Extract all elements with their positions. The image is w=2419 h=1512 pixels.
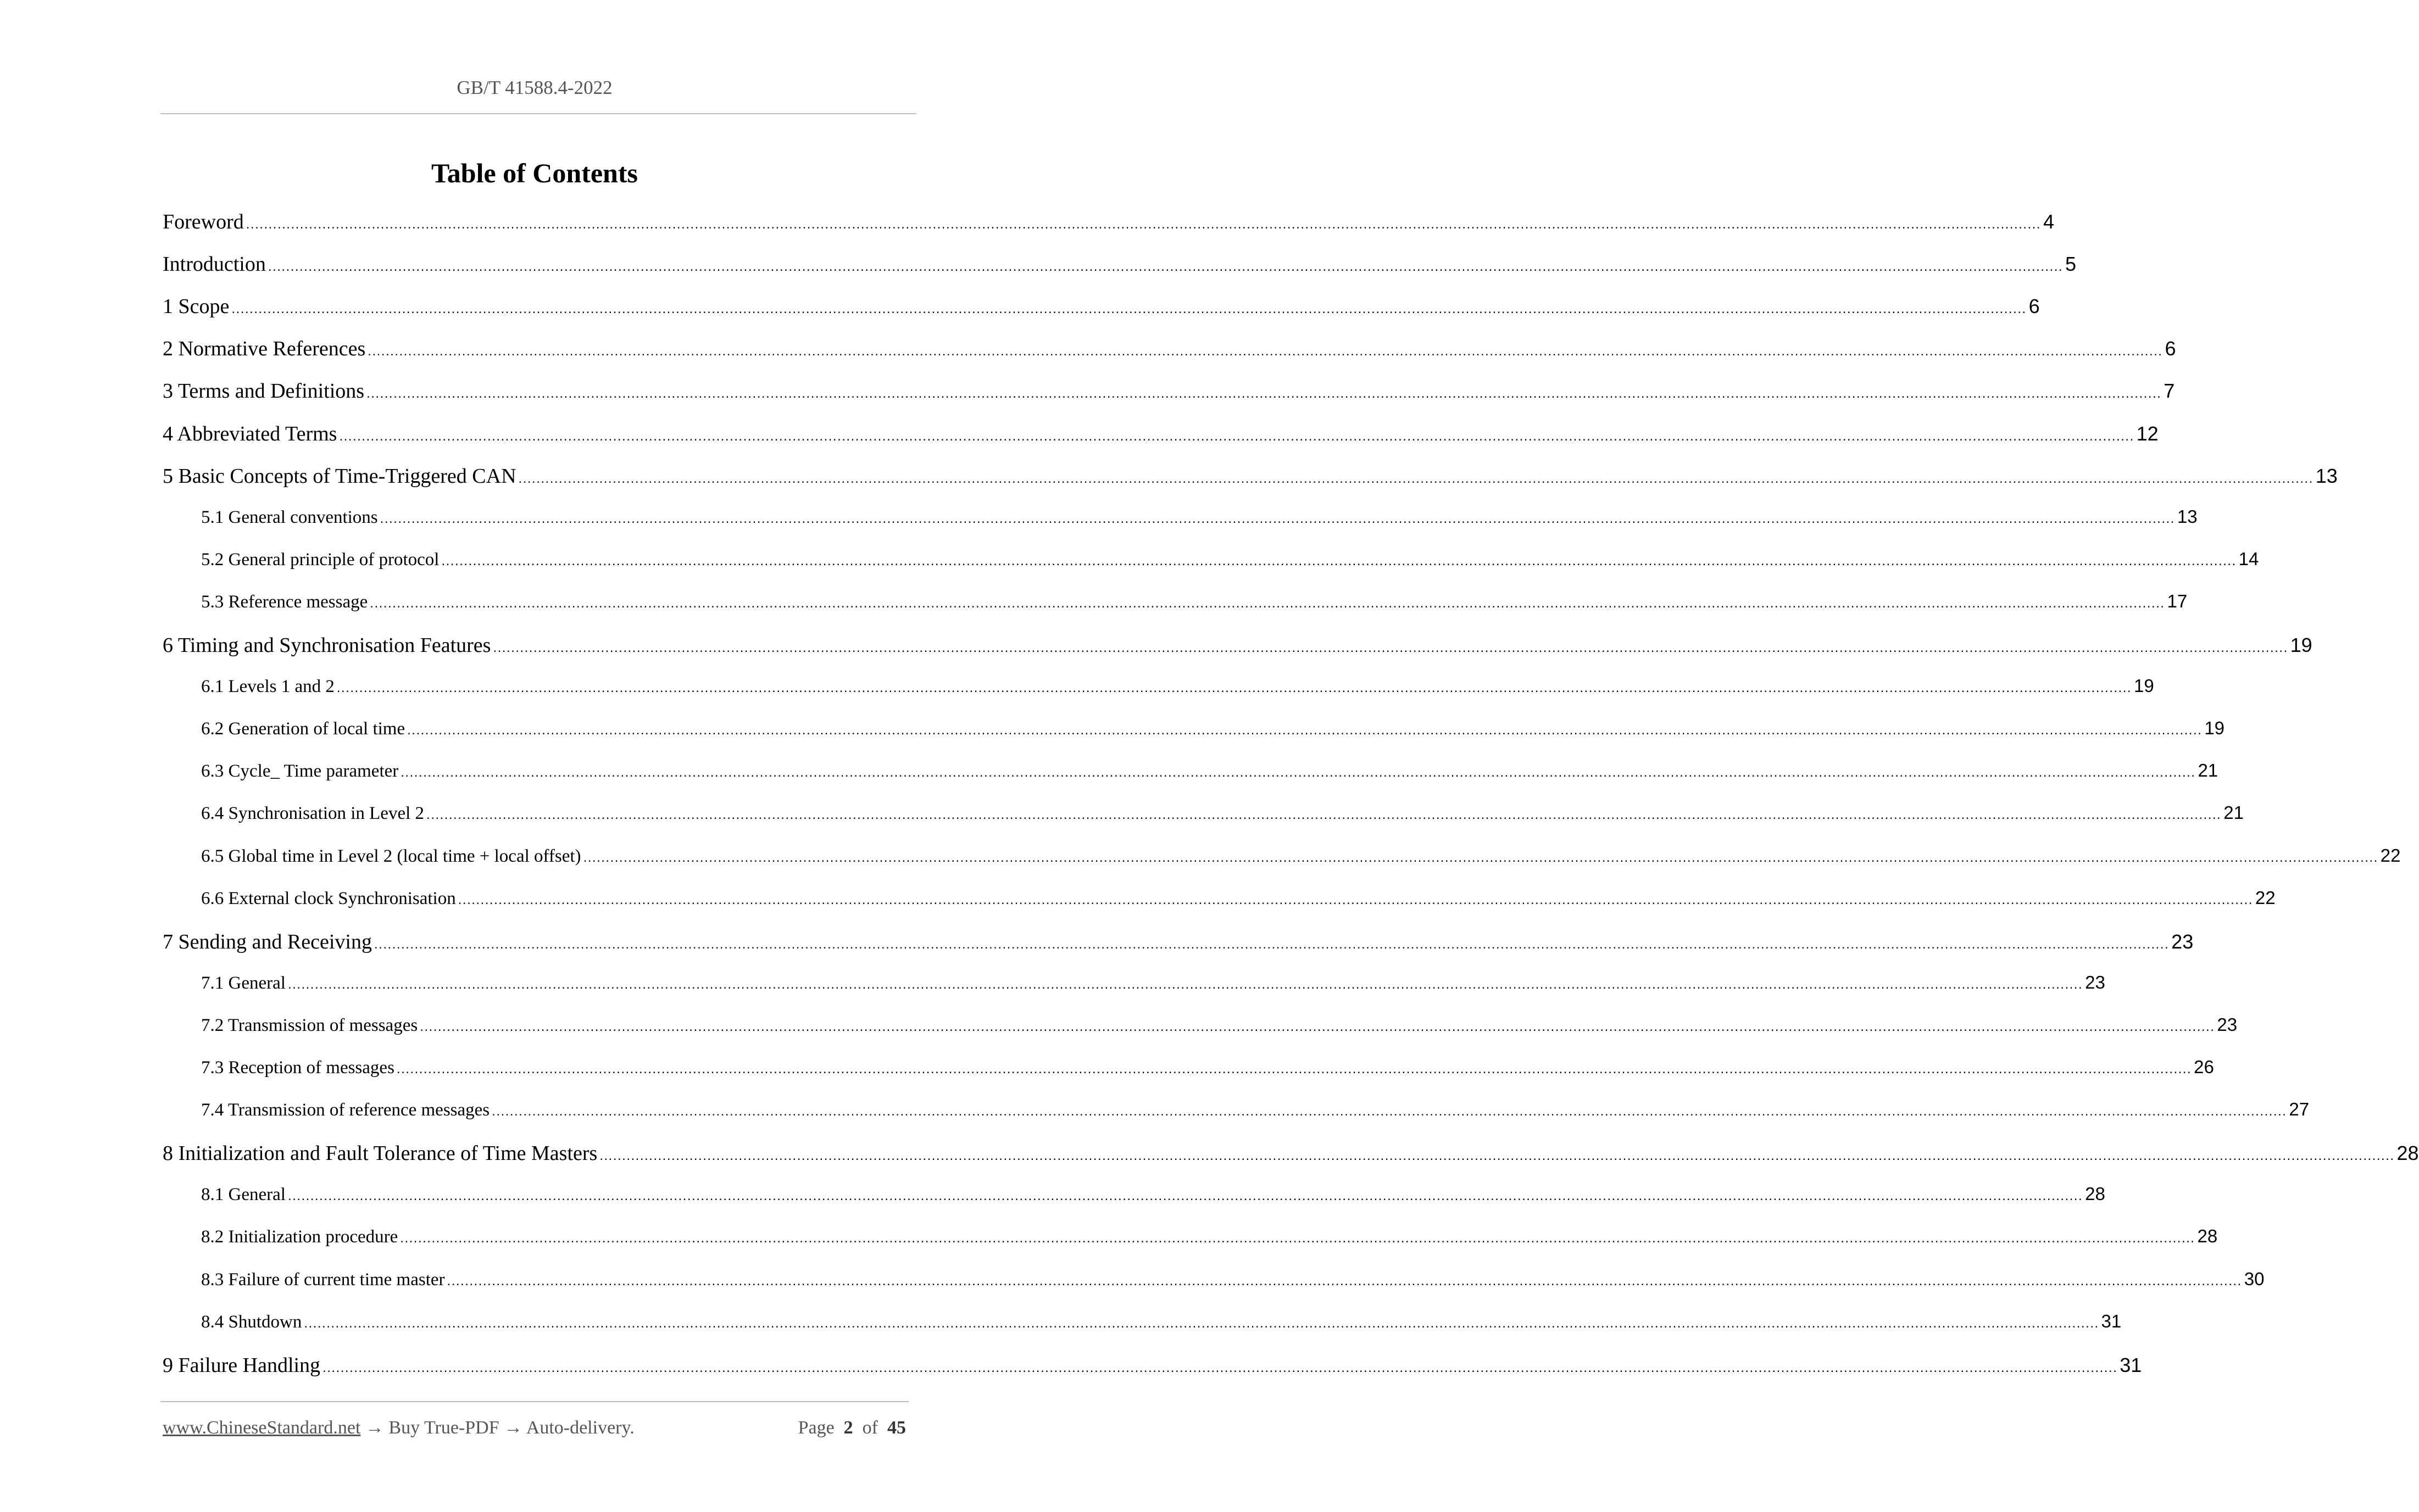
toc-entry-label: 5.2 General principle of protocol bbox=[201, 549, 440, 570]
toc-entry[interactable] bbox=[201, 676, 2154, 697]
toc-leader-dots: ................................................................................................................................................................................................................................................................................................................................................................................................................ bbox=[231, 302, 2027, 317]
buy-text: Buy True-PDF bbox=[388, 1418, 499, 1438]
toc-entry-page: 23 bbox=[2085, 972, 2105, 992]
toc-entry-label: 5 Basic Concepts of Time-Triggered CAN bbox=[163, 464, 516, 488]
toc-entry-page: 30 bbox=[2244, 1268, 2265, 1289]
toc-entry[interactable] bbox=[201, 1099, 2310, 1120]
toc-leader-dots: ................................................................................................................................................................................................................................................................................................................................................................................................................ bbox=[287, 1189, 2083, 1204]
page-word: Page bbox=[798, 1418, 835, 1438]
toc-leader-dots: ................................................................................................................................................................................................................................................................................................................................................................................................................ bbox=[400, 1231, 2195, 1246]
toc-entry[interactable] bbox=[163, 379, 2175, 403]
toc-entry-label: 7.3 Reception of messages bbox=[201, 1058, 394, 1078]
toc-entry-page: 26 bbox=[2194, 1057, 2214, 1077]
toc-entry-label: 8.1 General bbox=[201, 1185, 286, 1205]
toc-entry-label: 6 Timing and Synchronisation Features bbox=[163, 634, 491, 657]
toc-entry[interactable] bbox=[201, 1057, 2214, 1078]
toc-leader-dots: ................................................................................................................................................................................................................................................................................................................................................................................................................ bbox=[492, 1104, 2287, 1119]
toc-entry-page: 17 bbox=[2167, 590, 2188, 611]
toc-entry[interactable] bbox=[163, 422, 2159, 446]
toc-entry[interactable] bbox=[201, 760, 2218, 782]
toc-entry-page: 28 bbox=[2085, 1184, 2105, 1204]
toc-entry-label: 7 Sending and Receiving bbox=[163, 930, 372, 953]
toc-entry-page: 6 bbox=[2028, 295, 2040, 318]
footer-divider bbox=[160, 1401, 909, 1402]
toc-entry[interactable] bbox=[163, 1141, 2419, 1165]
toc-entry-label: 3 Terms and Definitions bbox=[163, 380, 365, 403]
toc-entry-page: 6 bbox=[2165, 337, 2176, 360]
toc-entry[interactable] bbox=[163, 252, 2077, 276]
toc-entry-label: 6.3 Cycle_ Time parameter bbox=[201, 761, 399, 782]
toc-leader-dots: ................................................................................................................................................................................................................................................................................................................................................................................................................ bbox=[339, 428, 2134, 444]
arrow-right-icon: → bbox=[504, 1418, 523, 1438]
toc-leader-dots: ................................................................................................................................................................................................................................................................................................................................................................................................................ bbox=[287, 977, 2083, 992]
toc-entry[interactable] bbox=[163, 294, 2040, 319]
page-total: 45 bbox=[887, 1418, 906, 1438]
toc-leader-dots: ................................................................................................................................................................................................................................................................................................................................................................................................................ bbox=[458, 892, 2253, 907]
toc-entry-label: Introduction bbox=[163, 253, 266, 276]
toc-entry-label: 6.4 Synchronisation in Level 2 bbox=[201, 804, 425, 824]
toc-leader-dots: ................................................................................................................................................................................................................................................................................................................................................................................................................ bbox=[599, 1148, 2395, 1164]
toc-leader-dots: ................................................................................................................................................................................................................................................................................................................................................................................................................ bbox=[304, 1315, 2099, 1331]
toc-entry-label: 4 Abbreviated Terms bbox=[163, 422, 337, 445]
toc-leader-dots: ................................................................................................................................................................................................................................................................................................................................................................................................................ bbox=[441, 553, 2237, 568]
toc-entry-page: 12 bbox=[2136, 422, 2159, 445]
footer-promo bbox=[163, 1418, 635, 1438]
toc-entry[interactable] bbox=[201, 1014, 2238, 1036]
toc-entry-page: 28 bbox=[2197, 1226, 2218, 1247]
toc-entry-label: 8.2 Initialization procedure bbox=[201, 1227, 398, 1247]
toc-leader-dots: ................................................................................................................................................................................................................................................................................................................................................................................................................ bbox=[493, 640, 2288, 655]
toc-entry[interactable] bbox=[201, 590, 2188, 612]
toc-entry[interactable] bbox=[201, 845, 2401, 867]
toc-entry-label: 7.2 Transmission of messages bbox=[201, 1015, 418, 1035]
page-title: Table of Contents bbox=[431, 158, 638, 188]
page-of: of bbox=[862, 1418, 878, 1438]
toc-entry-page: 22 bbox=[2255, 887, 2276, 908]
toc-entry-page: 21 bbox=[2223, 802, 2244, 823]
arrow-right-icon: → bbox=[365, 1418, 384, 1438]
toc-entry-page: 19 bbox=[2134, 676, 2154, 696]
toc-entry-page: 21 bbox=[2198, 760, 2218, 781]
toc-leader-dots: ................................................................................................................................................................................................................................................................................................................................................................................................................ bbox=[380, 511, 2175, 526]
toc-entry-page: 13 bbox=[2315, 464, 2338, 487]
toc-entry[interactable] bbox=[163, 1353, 2142, 1377]
toc-entry[interactable] bbox=[201, 548, 2259, 570]
toc-entry-label: 1 Scope bbox=[163, 295, 230, 319]
toc-entry-page: 27 bbox=[2289, 1099, 2310, 1120]
delivery-text: Auto-delivery. bbox=[526, 1418, 635, 1438]
toc-entry[interactable] bbox=[201, 1226, 2218, 1247]
website-link[interactable]: www.ChineseStandard.net bbox=[163, 1418, 361, 1438]
toc-entry[interactable] bbox=[163, 633, 2312, 657]
toc-entry-page: 5 bbox=[2065, 253, 2077, 276]
toc-entry[interactable] bbox=[163, 337, 2176, 361]
toc-leader-dots: ................................................................................................................................................................................................................................................................................................................................................................................................................ bbox=[366, 386, 2162, 401]
toc-leader-dots: ................................................................................................................................................................................................................................................................................................................................................................................................................ bbox=[246, 217, 2041, 232]
toc-entry-page: 4 bbox=[2043, 210, 2054, 233]
toc-entry-label: 8.3 Failure of current time master bbox=[201, 1269, 445, 1290]
toc-leader-dots: ................................................................................................................................................................................................................................................................................................................................................................................................................ bbox=[396, 1062, 2192, 1076]
toc-entry-label: 6.5 Global time in Level 2 (local time + local offset) bbox=[201, 846, 581, 866]
toc-leader-dots: ................................................................................................................................................................................................................................................................................................................................................................................................................ bbox=[336, 680, 2132, 696]
toc-entry-label: 7.1 General bbox=[201, 973, 286, 993]
toc-entry[interactable] bbox=[201, 887, 2276, 909]
page-number bbox=[798, 1418, 906, 1438]
toc-entry-page: 13 bbox=[2177, 506, 2198, 527]
toc-leader-dots: ................................................................................................................................................................................................................................................................................................................................................................................................................ bbox=[401, 765, 2196, 780]
toc-entry-page: 22 bbox=[2380, 845, 2401, 866]
toc-entry-label: 5.1 General conventions bbox=[201, 507, 378, 527]
toc-entry[interactable] bbox=[201, 506, 2198, 528]
toc-leader-dots: ................................................................................................................................................................................................................................................................................................................................................................................................................ bbox=[518, 471, 2314, 486]
toc-entry[interactable] bbox=[163, 464, 2338, 488]
toc-entry[interactable] bbox=[201, 718, 2225, 739]
toc-leader-dots: ................................................................................................................................................................................................................................................................................................................................................................................................................ bbox=[322, 1360, 2118, 1375]
toc-entry-page: 28 bbox=[2396, 1142, 2419, 1165]
toc-entry[interactable] bbox=[201, 1268, 2265, 1290]
toc-entry-label: 9 Failure Handling bbox=[163, 1353, 321, 1377]
toc-entry[interactable] bbox=[201, 1184, 2105, 1205]
toc-entry-label: 8 Initialization and Fault Tolerance of Time Masters bbox=[163, 1142, 598, 1165]
toc-entry[interactable] bbox=[163, 930, 2194, 954]
toc-entry[interactable] bbox=[201, 1310, 2122, 1332]
toc-entry-label: 2 Normative References bbox=[163, 337, 366, 361]
header-divider bbox=[160, 113, 916, 114]
toc-entry-label: 6.6 External clock Synchronisation bbox=[201, 888, 456, 908]
toc-entry-label: 5.3 Reference message bbox=[201, 592, 368, 612]
toc-leader-dots: ................................................................................................................................................................................................................................................................................................................................................................................................................ bbox=[583, 850, 2378, 865]
page-current: 2 bbox=[843, 1418, 853, 1438]
toc-leader-dots: ................................................................................................................................................................................................................................................................................................................................................................................................................ bbox=[447, 1273, 2242, 1288]
toc-leader-dots: ................................................................................................................................................................................................................................................................................................................................................................................................................ bbox=[420, 1019, 2215, 1034]
toc-leader-dots: ................................................................................................................................................................................................................................................................................................................................................................................................................ bbox=[368, 344, 2163, 359]
running-header: GB/T 41588.4-2022 bbox=[457, 77, 613, 98]
toc-entry-page: 19 bbox=[2290, 634, 2312, 656]
toc-entry[interactable] bbox=[201, 802, 2244, 824]
toc-entry-label: 6.2 Generation of local time bbox=[201, 719, 405, 739]
toc-entry-label: Foreword bbox=[163, 210, 244, 233]
toc-leader-dots: ................................................................................................................................................................................................................................................................................................................................................................................................................ bbox=[407, 723, 2203, 738]
toc-entry-page: 14 bbox=[2238, 548, 2259, 569]
toc-entry-label: 8.4 Shutdown bbox=[201, 1312, 302, 1332]
toc-leader-dots: ................................................................................................................................................................................................................................................................................................................................................................................................................ bbox=[370, 595, 2165, 611]
toc-entry[interactable] bbox=[201, 972, 2105, 994]
toc-leader-dots: ................................................................................................................................................................................................................................................................................................................................................................................................................ bbox=[268, 259, 2064, 275]
toc-entry-page: 31 bbox=[2101, 1310, 2122, 1331]
toc-entry-page: 23 bbox=[2171, 930, 2194, 953]
toc-entry-page: 7 bbox=[2164, 380, 2175, 403]
toc-entry-label: 6.1 Levels 1 and 2 bbox=[201, 677, 335, 697]
toc-leader-dots: ................................................................................................................................................................................................................................................................................................................................................................................................................ bbox=[374, 936, 2170, 952]
toc-entry-page: 31 bbox=[2120, 1353, 2142, 1376]
toc-entry[interactable] bbox=[163, 210, 2054, 234]
toc-entry-page: 23 bbox=[2217, 1014, 2238, 1035]
toc-entry-label: 7.4 Transmission of reference messages bbox=[201, 1100, 490, 1120]
toc-leader-dots: ................................................................................................................................................................................................................................................................................................................................................................................................................ bbox=[426, 807, 2222, 823]
toc-entry-page: 19 bbox=[2204, 718, 2225, 739]
